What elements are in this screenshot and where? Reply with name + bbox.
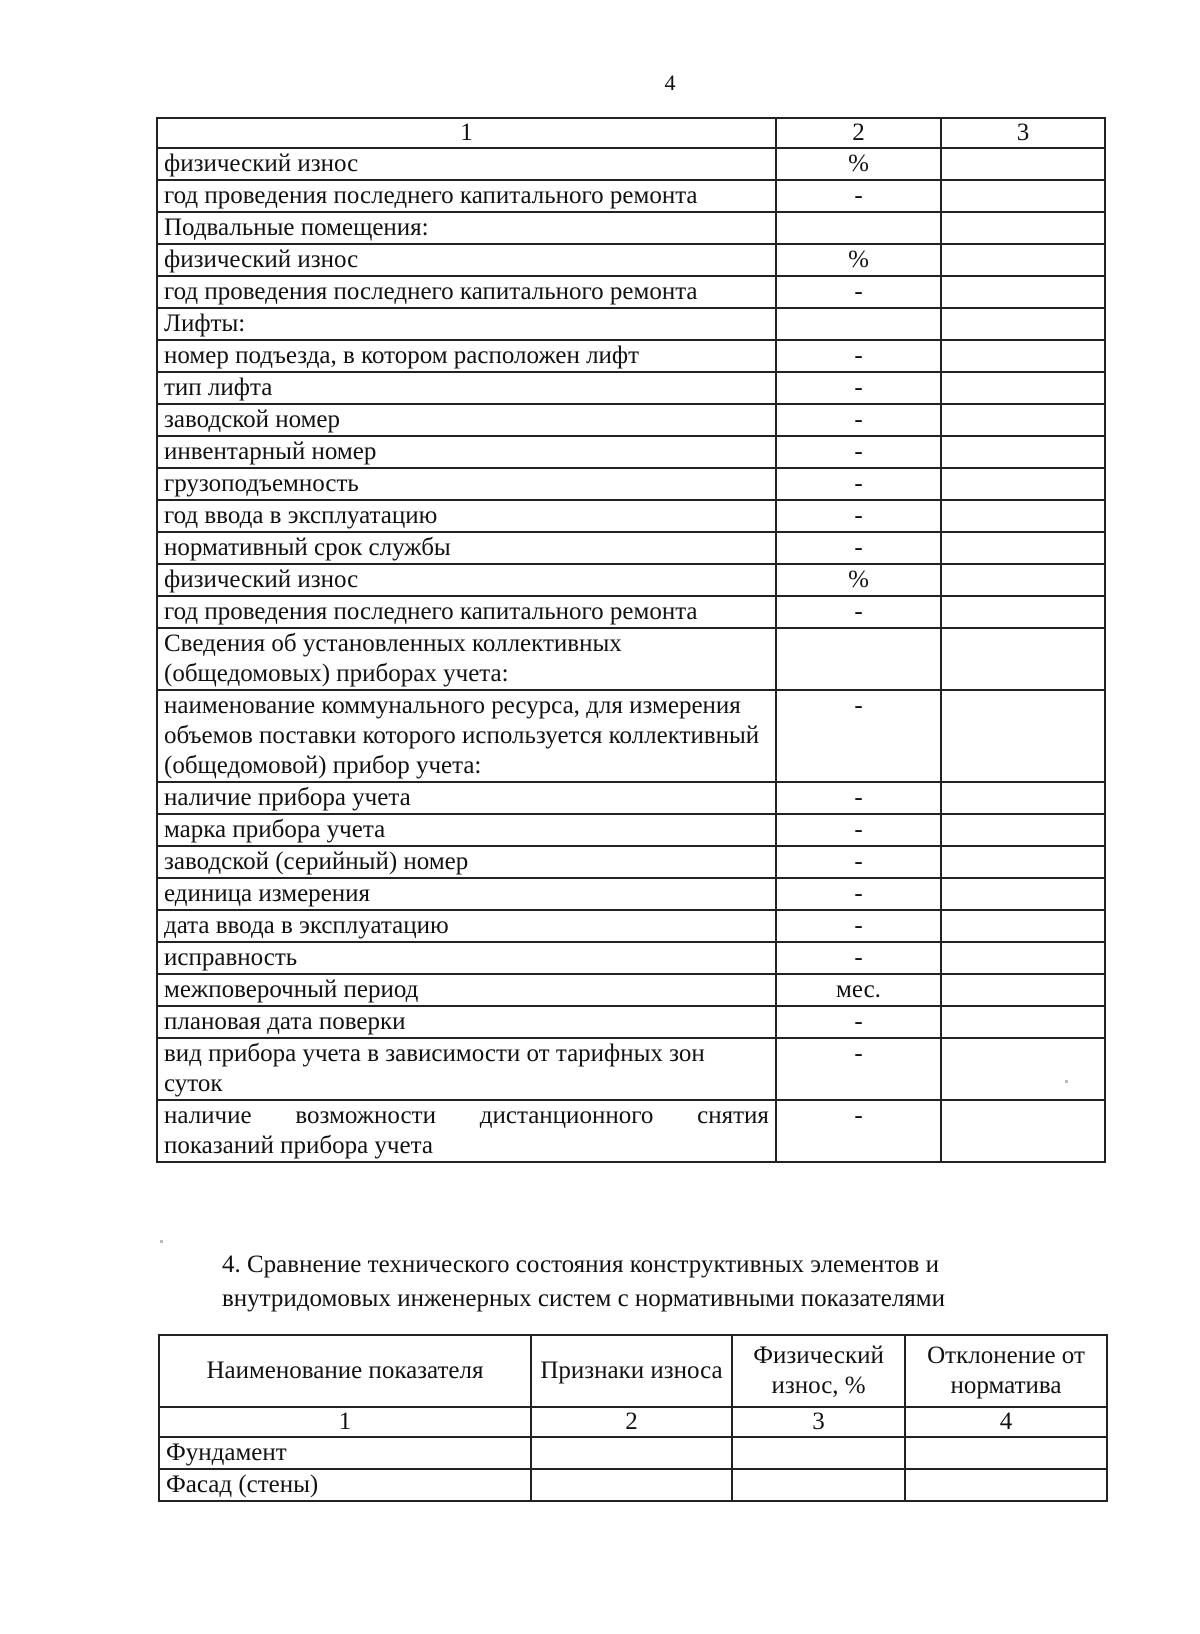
row-label: вид прибора учета в зависимости от тарифных зон суток xyxy=(157,1038,776,1100)
table-row xyxy=(157,846,1105,878)
row-unit xyxy=(776,308,941,340)
column-number-row xyxy=(159,1407,1107,1437)
table-cell xyxy=(531,1437,732,1469)
row-value xyxy=(941,436,1105,468)
row-label: наименование коммунального ресурса, для измерения объемов поставки которого используется коллективный (общедомовой) прибор учета: xyxy=(157,690,776,782)
row-value xyxy=(941,846,1105,878)
table-cell xyxy=(531,1469,732,1501)
row-value xyxy=(941,404,1105,436)
row-unit: - xyxy=(776,1006,941,1038)
scan-artifact xyxy=(160,1240,163,1243)
row-label: физический износ xyxy=(157,564,776,596)
row-unit: мес. xyxy=(776,974,941,1006)
table-header-row xyxy=(159,1335,1107,1407)
column-number: 1 xyxy=(159,1407,531,1437)
row-value xyxy=(941,468,1105,500)
row-unit: % xyxy=(776,564,941,596)
table-row xyxy=(157,308,1105,340)
row-unit: - xyxy=(776,596,941,628)
row-unit: % xyxy=(776,244,941,276)
table-row xyxy=(157,436,1105,468)
row-label: наличие прибора учета xyxy=(157,782,776,814)
table-row xyxy=(159,1437,1107,1469)
row-unit: - xyxy=(776,340,941,372)
table-cell xyxy=(732,1469,905,1501)
table-row xyxy=(157,340,1105,372)
column-header: Наименование показателя xyxy=(159,1335,531,1407)
technical-parameters-table xyxy=(156,117,1106,1163)
row-value xyxy=(941,308,1105,340)
row-unit: - xyxy=(776,878,941,910)
comparison-table xyxy=(158,1334,1108,1502)
table-row xyxy=(157,942,1105,974)
row-unit xyxy=(776,628,941,690)
row-unit: - xyxy=(776,910,941,942)
row-label: Фундамент xyxy=(159,1437,531,1469)
table-row xyxy=(157,276,1105,308)
row-unit: - xyxy=(776,436,941,468)
table-row xyxy=(157,148,1105,180)
row-value xyxy=(941,1006,1105,1038)
table-row xyxy=(157,212,1105,244)
table-row xyxy=(157,468,1105,500)
row-label: физический износ xyxy=(157,244,776,276)
row-unit: - xyxy=(776,276,941,308)
table-row xyxy=(157,244,1105,276)
table-row xyxy=(157,814,1105,846)
row-label: Фасад (стены) xyxy=(159,1469,531,1501)
row-unit: - xyxy=(776,372,941,404)
column-number: 2 xyxy=(531,1407,732,1437)
row-value xyxy=(941,942,1105,974)
table-row xyxy=(157,628,1105,690)
table-cell xyxy=(905,1469,1107,1501)
row-label: грузоподъемность xyxy=(157,468,776,500)
row-label: Лифты: xyxy=(157,308,776,340)
table-cell xyxy=(732,1437,905,1469)
table-row xyxy=(157,690,1105,782)
table-row xyxy=(157,974,1105,1006)
scan-artifact xyxy=(1065,1080,1068,1083)
table-cell xyxy=(905,1437,1107,1469)
row-value xyxy=(941,180,1105,212)
table-row xyxy=(159,1469,1107,1501)
row-value xyxy=(941,532,1105,564)
row-label: заводской (серийный) номер xyxy=(157,846,776,878)
row-label: Подвальные помещения: xyxy=(157,212,776,244)
row-unit: - xyxy=(776,500,941,532)
row-unit: - xyxy=(776,404,941,436)
row-value xyxy=(941,910,1105,942)
row-label: плановая дата поверки xyxy=(157,1006,776,1038)
table-row xyxy=(157,1100,1105,1162)
row-unit xyxy=(776,212,941,244)
column-header: 3 xyxy=(941,118,1105,148)
row-label: марка прибора учета xyxy=(157,814,776,846)
row-unit: - xyxy=(776,1100,941,1162)
row-label: год ввода в эксплуатацию xyxy=(157,500,776,532)
row-label: Сведения об установленных коллективных (общедомовых) приборах учета: xyxy=(157,628,776,690)
table-row xyxy=(157,596,1105,628)
row-unit: - xyxy=(776,468,941,500)
section-title-line: внутридомовых инженерных систем с нормативными показателями xyxy=(222,1285,946,1312)
row-value xyxy=(941,372,1105,404)
row-value xyxy=(941,878,1105,910)
table-row xyxy=(157,500,1105,532)
table-row xyxy=(157,1006,1105,1038)
row-value xyxy=(941,628,1105,690)
table-row xyxy=(157,180,1105,212)
row-unit: - xyxy=(776,782,941,814)
row-label: тип лифта xyxy=(157,372,776,404)
table-row xyxy=(157,782,1105,814)
row-label: номер подъезда, в котором расположен лифт xyxy=(157,340,776,372)
row-value xyxy=(941,148,1105,180)
column-number: 3 xyxy=(732,1407,905,1437)
row-unit: - xyxy=(776,1038,941,1100)
column-header: Физический износ, % xyxy=(732,1335,905,1407)
row-value xyxy=(941,974,1105,1006)
row-unit: - xyxy=(776,814,941,846)
row-label: год проведения последнего капитального ремонта xyxy=(157,180,776,212)
row-value xyxy=(941,276,1105,308)
row-unit: - xyxy=(776,942,941,974)
table-row xyxy=(157,878,1105,910)
row-value xyxy=(941,564,1105,596)
column-header: 2 xyxy=(776,118,941,148)
column-header: Признаки износа xyxy=(531,1335,732,1407)
row-value xyxy=(941,212,1105,244)
row-label: нормативный срок службы xyxy=(157,532,776,564)
row-value xyxy=(941,244,1105,276)
section-4-title xyxy=(222,1248,1122,1316)
row-value xyxy=(941,340,1105,372)
row-unit: - xyxy=(776,846,941,878)
row-label: заводской номер xyxy=(157,404,776,436)
page-number: 4 xyxy=(664,70,676,95)
row-label: год проведения последнего капитального ремонта xyxy=(157,276,776,308)
row-unit: - xyxy=(776,180,941,212)
table-row xyxy=(157,532,1105,564)
row-label: единица измерения xyxy=(157,878,776,910)
table-row xyxy=(157,564,1105,596)
row-value xyxy=(941,596,1105,628)
row-value xyxy=(941,782,1105,814)
column-number: 4 xyxy=(905,1407,1107,1437)
row-value xyxy=(941,814,1105,846)
table-row xyxy=(157,404,1105,436)
row-label: наличие возможности дистанционного снятия показаний прибора учета xyxy=(157,1100,776,1162)
row-value xyxy=(941,1038,1105,1100)
row-label: дата ввода в эксплуатацию xyxy=(157,910,776,942)
section-title-line: 4. Сравнение технического состояния конструктивных элементов и xyxy=(222,1251,939,1278)
column-header: Отклонение от норматива xyxy=(905,1335,1107,1407)
table-row xyxy=(157,910,1105,942)
table-row xyxy=(157,372,1105,404)
row-label: год проведения последнего капитального ремонта xyxy=(157,596,776,628)
row-value xyxy=(941,690,1105,782)
table-row xyxy=(157,1038,1105,1100)
row-unit: - xyxy=(776,690,941,782)
table-header-row xyxy=(157,118,1105,148)
row-value xyxy=(941,1100,1105,1162)
column-header: 1 xyxy=(157,118,776,148)
row-value xyxy=(941,500,1105,532)
row-label: инвентарный номер xyxy=(157,436,776,468)
row-label: физический износ xyxy=(157,148,776,180)
row-unit: - xyxy=(776,532,941,564)
row-label: исправность xyxy=(157,942,776,974)
row-label: межповерочный период xyxy=(157,974,776,1006)
row-unit: % xyxy=(776,148,941,180)
